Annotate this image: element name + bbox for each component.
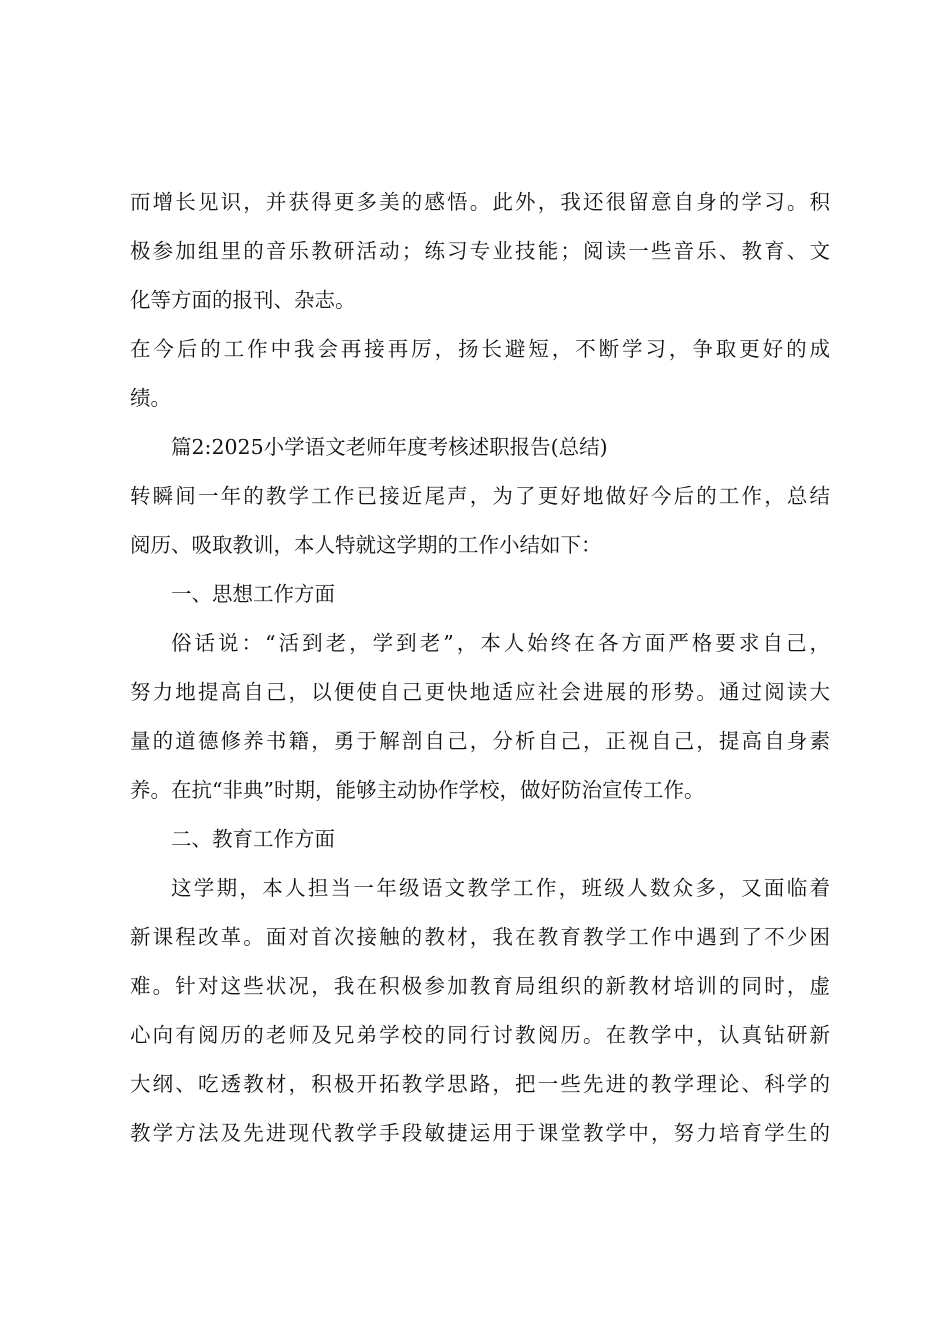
- body-line-18: 心向有阅历的老师及兄弟学校的同行讨教阅历。在教学中，认真钻研新: [130, 1023, 830, 1047]
- section-heading-1: 一、思想工作方面: [171, 582, 335, 606]
- body-line-11: 努力地提高自己，以便使自己更快地适应社会进展的形势。通过阅读大: [130, 680, 830, 704]
- document-page: [130, 178, 830, 1158]
- body-line-19: 大纲、吃透教材，积极开拓教学思路，把一些先进的教学理论、科学的: [130, 1072, 830, 1096]
- body-line-16: 新课程改革。面对首次接触的教材，我在教育教学工作中遇到了不少困: [130, 925, 830, 949]
- body-line-17: 难。针对这些状况，我在积极参加教育局组织的新教材培训的同时，虚: [130, 974, 830, 998]
- body-line-13: 养。在抗“非典”时期，能够主动协作学校，做好防治宣传工作。: [130, 778, 705, 802]
- body-line-1: 而增长见识，并获得更多美的感悟。此外，我还很留意自身的学习。积: [130, 190, 830, 214]
- body-line-10: 俗话说：“活到老，学到老”，本人始终在各方面严格要求自己，: [171, 631, 830, 655]
- body-line-15: 这学期，本人担当一年级语文教学工作，班级人数众多，又面临着: [171, 876, 830, 900]
- article-heading: 篇2:2025小学语文老师年度考核述职报告(总结): [171, 435, 608, 459]
- body-line-5: 绩。: [130, 386, 171, 410]
- body-line-12: 量的道德修养书籍，勇于解剖自己，分析自己，正视自己，提高自身素: [130, 729, 830, 753]
- body-line-2: 极参加组里的音乐教研活动；练习专业技能；阅读一些音乐、教育、文: [130, 239, 830, 263]
- body-line-7: 转瞬间一年的教学工作已接近尾声，为了更好地做好今后的工作，总结: [130, 484, 830, 508]
- body-line-4: 在今后的工作中我会再接再厉，扬长避短，不断学习，争取更好的成: [130, 337, 830, 361]
- section-heading-2: 二、教育工作方面: [171, 827, 335, 851]
- body-line-8: 阅历、吸取教训，本人特就这学期的工作小结如下：: [130, 533, 602, 557]
- body-line-3: 化等方面的报刊、杂志。: [130, 288, 356, 312]
- body-line-20: 教学方法及先进现代教学手段敏捷运用于课堂教学中，努力培育学生的: [130, 1121, 830, 1145]
